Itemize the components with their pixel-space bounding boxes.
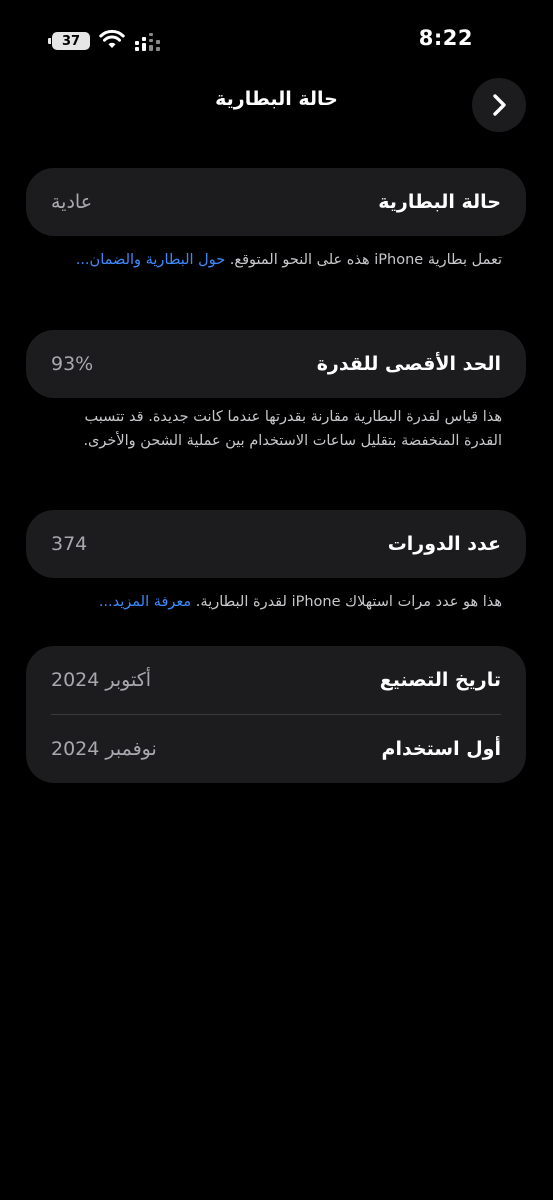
battery-condition-note-text: تعمل بطارية iPhone هذه على النحو المتوقع. bbox=[225, 252, 502, 268]
battery-condition-label: حالة البطارية bbox=[378, 191, 501, 213]
battery-warranty-link[interactable]: حول البطارية والضمان... bbox=[75, 252, 226, 268]
manufacture-date-label: تاريخ التصنيع bbox=[379, 669, 501, 691]
cycle-count-row bbox=[26, 510, 526, 578]
battery-condition-row[interactable] bbox=[26, 168, 526, 236]
page-title: حالة البطارية bbox=[215, 88, 338, 110]
dates-card bbox=[26, 646, 526, 783]
first-use-value: نوفمبر 2024 bbox=[51, 738, 157, 760]
cellular-signal-icon bbox=[134, 31, 162, 51]
learn-more-link[interactable]: معرفة المزيد... bbox=[98, 594, 192, 610]
cycle-count-note-text: هذا هو عدد مرات استهلاك iPhone لقدرة البطارية. bbox=[191, 594, 502, 610]
first-use-label: أول استخدام bbox=[381, 738, 501, 760]
battery-condition-card bbox=[26, 168, 526, 236]
chevron-right-icon bbox=[489, 93, 509, 117]
battery-status-icon bbox=[52, 32, 90, 50]
cycle-count-label: عدد الدورات bbox=[387, 533, 501, 555]
wifi-icon bbox=[99, 28, 125, 50]
first-use-row bbox=[26, 715, 526, 783]
maximum-capacity-card bbox=[26, 330, 526, 398]
status-bar bbox=[0, 0, 553, 80]
back-button[interactable] bbox=[472, 78, 526, 132]
battery-condition-value: عادية bbox=[51, 191, 93, 213]
status-time: 8:22 bbox=[418, 26, 473, 50]
cycle-count-value: 374 bbox=[51, 533, 88, 555]
battery-level-text: 37 bbox=[61, 33, 81, 49]
maximum-capacity-note bbox=[50, 405, 502, 453]
maximum-capacity-note-text: هذا قياس لقدرة البطارية مقارنة بقدرتها عندما كانت جديدة. قد تتسبب القدرة المنخفضة بتقليل ساعات الاستخدام بين عملية الشحن والأخرى. bbox=[83, 409, 502, 449]
maximum-capacity-value: 93% bbox=[51, 353, 94, 375]
manufacture-date-value: أكتوبر 2024 bbox=[51, 669, 152, 691]
maximum-capacity-label: الحد الأقصى للقدرة bbox=[316, 353, 501, 375]
battery-condition-note bbox=[50, 248, 502, 272]
maximum-capacity-row bbox=[26, 330, 526, 398]
manufacture-date-row bbox=[26, 646, 526, 714]
cycle-count-note bbox=[50, 590, 502, 614]
cycle-count-card bbox=[26, 510, 526, 578]
